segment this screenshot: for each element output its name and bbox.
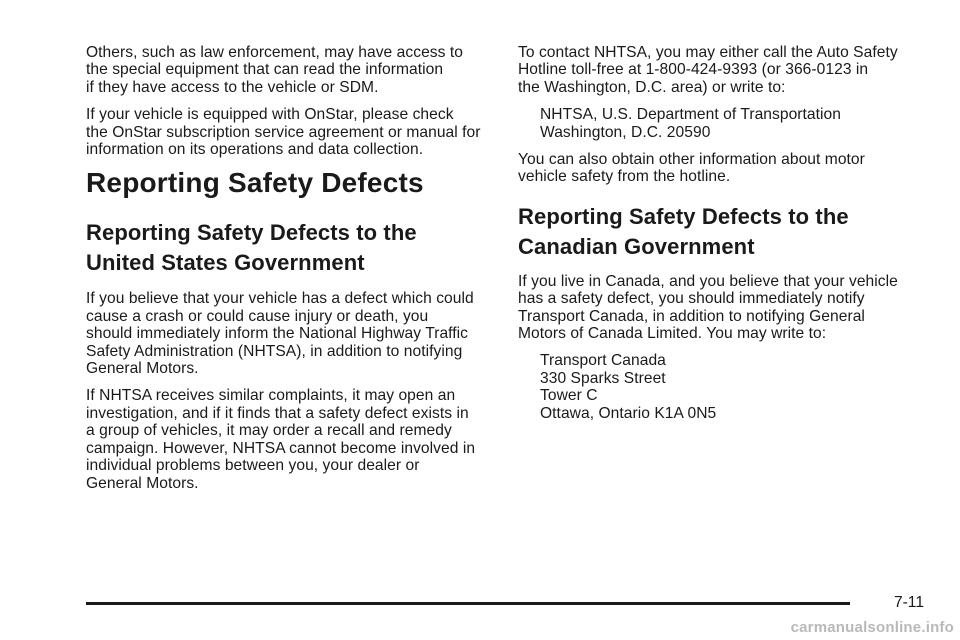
canada-paragraph: If you live in Canada, and you believe that your vehicle has a safety defect, you should immediately notify Transport Canada, in addition to notifying General Motors of Canada Limited. You may write to: xyxy=(518,272,898,343)
us-address-block: NHTSA, U.S. Department of Transportation Washington, D.C. 20590 xyxy=(540,106,841,141)
right-column xyxy=(518,44,928,432)
canadian-government-heading: Reporting Safety Defects to the Canadian Government xyxy=(518,203,849,259)
nhtsa-complaints-paragraph: If NHTSA receives similar complaints, it may open an investigation, and if it finds that a safety defect exists in a group of vehicles, it may order a recall and remedy campaign. However, NHTSA cannot become involved in individual problems between you, your dealer or General Motors. xyxy=(86,387,476,492)
hotline-info-paragraph: You can also obtain other information about motor vehicle safety from the hotline. xyxy=(518,151,865,186)
section-heading: Reporting Safety Defects xyxy=(86,167,424,199)
watermark: carmanualsonline.info xyxy=(790,619,954,636)
contact-nhtsa-paragraph: To contact NHTSA, you may either call the Auto Safety Hotline toll-free at 1-800-424-9393 (or 366-0123 in the Washington, D.C. area) or write to: xyxy=(518,44,898,96)
defect-belief-paragraph: If you believe that your vehicle has a defect which could cause a crash or could cause injury or death, you should immediately inform the National Highway Traffic Safety Administration (NHTSA), in addition to notifying General Motors. xyxy=(86,290,474,378)
page-number: 7-11 xyxy=(893,594,924,611)
us-government-heading: Reporting Safety Defects to the United States Government xyxy=(86,220,417,276)
canada-address-block: Transport Canada 330 Sparks Street Tower C Ottawa, Ontario K1A 0N5 xyxy=(540,352,717,422)
footer-rule xyxy=(86,602,850,605)
law-enforcement-paragraph: Others, such as law enforcement, may have access to the special equipment that can read the information if they have access to the vehicle or SDM. xyxy=(86,44,463,96)
left-column xyxy=(86,44,496,502)
onstar-paragraph: If your vehicle is equipped with OnStar, please check the OnStar subscription service agreement or manual for information on its operations and data collection. xyxy=(86,106,481,159)
